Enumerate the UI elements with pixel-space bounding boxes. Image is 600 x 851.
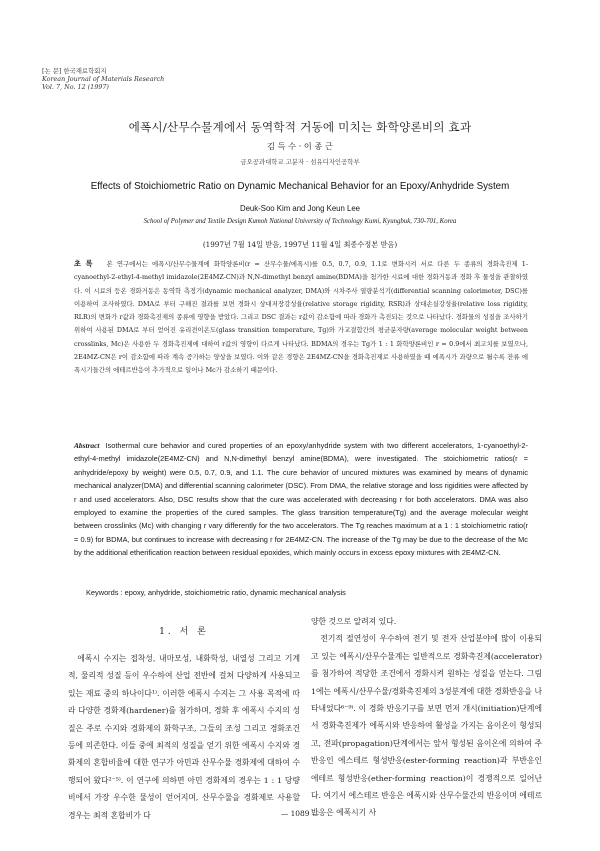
affiliation-korean: 금오공과대학교 고분자 · 섬유디자인공학부 [240, 158, 360, 166]
affiliation-english: School of Polymer and Textile Design Kumoh National University of Technology Kumi, Kyungbuk, 730-701, Korea [143, 218, 457, 225]
authors-english: Deuk-Soo Kim and Jong Keun Lee [239, 204, 361, 213]
keywords: Keywords : epoxy, anhydride, stoichiometric ratio, dynamic mechanical analysis [86, 588, 346, 597]
authors-korean: 김 득 수 · 이 종 근 [267, 141, 333, 151]
abstract-english-text: Isothermal cure behavior and cured properties of an epoxy/anhydride system with two different accelerators, 1-cyanoethyl-2-ethyl-4-methyl imidazole(2E4MZ-CN) and N,N-dimethyl benzyl amine(BDMA), were investigated. The stoichiometric ratios(r = anhydride/epoxy by weight) were 0.5, 0.7, 0.9, and 1.1. The cure behavior of uncured mixtures was examined by means of dynamic mechanical analyzer(DMA) and differential scanning calorimeter (DSC). From DMA, the relative storage and loss rigidities were affected by r and used accelerators. Also, DSC results show that the cure was accelerated with decreasing r for both accelerators. DMA was also employed to examine the properties of the cured samples. The glass transition temperature(Tg) and the average molecular weight between crosslinks (Mc) with changing r vary differently for the two accelerators. The Tg reaches maximum at a 1 : 1 stoichiometric ratio(r = 0.9) for BDMA, but continues to increase with decreasing r for 2E4MZ-CN. The increase of the Tg may be due to the decrease of the Mc by the additional etherification reaction between residual epoxides, which mainly occurs in excess epoxy mixtures with 2E4MZ-CN. [74, 441, 528, 558]
body-column-right [311, 613, 542, 822]
abstract-english-label: Abstract [74, 441, 100, 450]
received-dates: (1997년 7월 14일 받음, 1997년 11월 4일 최종수정본 받음) [202, 240, 398, 249]
abstract-english [74, 439, 528, 560]
journal-header-line3: Vol. 7, No. 12 (1997) [42, 83, 109, 91]
journal-header-line2: Korean Journal of Materials Research [42, 75, 165, 83]
abstract-korean-label: 초 록 [74, 259, 93, 268]
abstract-korean-text: 본 연구에서는 에폭시/산무수물계에 화학양론비(r = 산무수물/에폭시)를 0.5, 0.7, 0.9, 1.1로 변화시켜 서로 다른 두 종류의 경화촉진제 1-cyanoethyl-2-ethyl-4-methyl imidazole(2E4MZ-CN)과 N,N-dimethyl benzyl amine(BDMA)을 첨가한 시료에 대한 경화거동과 경화 후 물성을 관찰하였다. 이 시료의 등온 경화거동은 동역학 측정기(dynamic mechanical analyzer, DMA)와 시차주사 열량분석기(differential scanning calorimeter, DSC)를 이용하여 조사하였다. DMA로 부터 구해진 결과를 보면 경화시 상대저장강성율(relative storage rigidity, RSR)과 상대손실강성율(relative loss rigidity, RLR)의 변화가 r값과 경화촉진제의 종류에 영향을 받았다. 그리고 DSC 결과는 r값이 감소함에 따라 경화가 촉진되는 것으로 나타났다. 경화물의 성질을 조사하기 위하여 사용된 DMA로 부터 얻어진 유리전이온도(glass transition temperature, Tg)와 가교결합간의 평균분자량(average molecular weight between crosslinks, Mc)은 사용한 두 경화촉진제에 대하여 r값의 영향이 다르게 나타났다. BDMA의 경우는 Tg가 1 : 1 화학양론비인 r = 0.9에서 최고치를 보였으나, 2E4MZ-CN은 r이 감소함에 따라 계속 증가하는 양상을 보였다. 이와 같은 경향은 2E4MZ-CN을 경화촉진제로 사용하였을 때 에폭시가 과량으로 될수록 잔류 에폭시기들간의 에테르반응이 추가적으로 일어나 Mc가 감소하기 때문이다. [74, 260, 529, 375]
body-column-left [68, 650, 300, 824]
title-english: Effects of Stoichiometric Ratio on Dynamic Mechanical Behavior for an Epoxy/Anhydride System [90, 181, 510, 192]
abstract-korean [74, 257, 528, 378]
title-korean: 에폭시/산무수물계에서 동역학적 거동에 미치는 화학양론비의 효과 [128, 120, 472, 134]
body-paragraph: 양한 것으로 알려져 있다. [311, 617, 397, 626]
page-number: — 1089 — [280, 809, 320, 818]
journal-header [42, 67, 164, 91]
body-paragraph: 에폭시 수지는 접착성, 내마모성, 내화학성, 내열성 그리고 기계적, 물리적 성질 등이 우수하여 산업 전반에 걸쳐 다양하게 사용되고 있는 재료 중의 하나이다¹⁾. 이러한 에폭시 수지는 그 사용 목적에 따라 다양한 경화제(hardener)를 첨가하며, 경화 후 에폭시 수지의 성질은 주로 수지와 경화제의 화학구조, 그들의 조성 그리고 경화조건 등에 의존한다. 이들 중에 최적의 성질을 얻기 위한 에폭시 수지와 경화제의 혼합비율에 대한 연구가 아민과 산무수물 경화제에 대하여 수행되어 왔다²⁻⁵⁾. 이 연구에 의하면 아민 경화제의 경우는 1 : 1 당량비에서 가장 우수한 물성이 얻어지며, 산무수물을 경화제로 사용할 경우는 최적 혼합비가 다 [68, 654, 300, 820]
section-title-introduction: 1. 서 론 [159, 627, 209, 637]
body-paragraph: 전기적 절연성이 우수하여 전기 및 전자 산업분야에 많이 이용되고 있는 에폭시/산무수물계는 일반적으로 경화촉진제(accelerator)를 첨가하여 적당한 조건에서 경화시켜 원하는 성질을 얻는다. 그림 1에는 에폭시/산무수물/경화촉진제의 3성분계에 대한 경화반응을 나타내었다⁶⁻⁹⁾. 이 경화 반응기구를 보면 먼저 개시(initiation)단계에서 경화촉진제가 에폭시와 반응하여 활성을 가지는 음이온이 형성되고, 전파(propagation)단계에서는 앞서 형성된 음이온에 의하여 주반응인 에스테르 형성반응(ester-forming reaction)과 부반응인 에테르 형성반응(ether-forming reaction)이 경쟁적으로 일어난다. 여기서 에스테르 반응은 에폭시와 산무수물간의 반응이며 에테르 반응은 에폭시기 사 [311, 634, 542, 818]
journal-header-line1: [논 문] 한국재료학회지 [42, 67, 107, 75]
